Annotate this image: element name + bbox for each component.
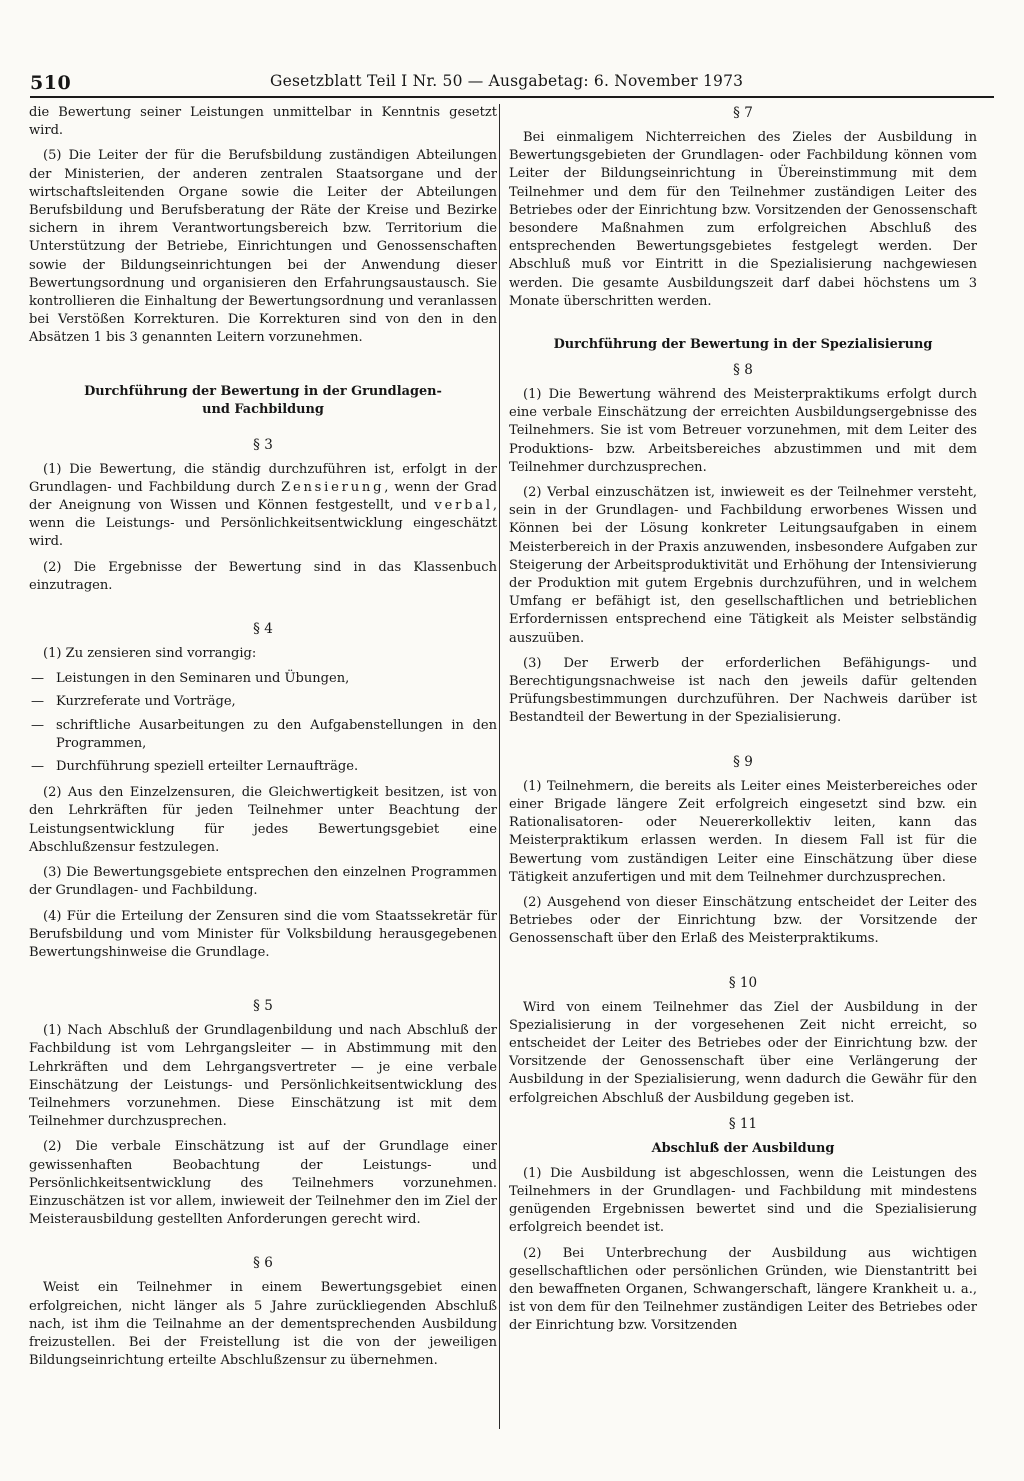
paragraph: (2) Ausgehend von dieser Einschätzung entscheidet der Leiter des Betriebes oder der Einrichtung bzw. der Vorsitzende der Genossenschaft über den Erlaß des Meisterpraktikums. xyxy=(509,894,977,947)
paragraph: (1) Zu zensieren sind vorrangig: xyxy=(43,646,257,662)
paragraph: (2) Die Ergebnisse der Bewertung sind in das Klassenbuch einzutragen. xyxy=(29,559,497,593)
paragraph: Wird von einem Teilnehmer das Ziel der Ausbildung in der Spezialisierung in der vorgesehenen Zeit nicht erreicht, so entscheidet der Leiter des Betriebes oder der Einrichtung bzw. der Vorsitzende der Genossenschaft über eine Verlängerung der Ausbildung in der Spezialisierung, wenn dadurch die Gewähr für den erfolgreichen Abschluß der Ausbildung gegeben ist. xyxy=(509,999,977,1106)
paragraph: Bei einmaligem Nichterreichen des Zieles der Ausbildung in Bewertungsgebieten der Grundlagen- oder Fachbildung können vom Leiter der Bildungseinrichtung in Übereinstimmung mit dem Teilnehmer und dem für den Teilnehmer zuständigen Leiter des Betriebes oder der Einrichtung bzw. Vorsitzenden der Genossenschaft besondere Maßnahmen zum erfolgreichen Abschluß des entsprechenden Bewertungsgebietes festgelegt werden. Der Abschluß muß vor Eintritt in die Spezialisierung nachgewiesen werden. Die gesamte Ausbildungszeit darf dabei höchstens um 3 Monate überschritten werden. xyxy=(509,130,977,309)
paragraph: Weist ein Teilnehmer in einem Bewertungsgebiet einen erfolgreichen, nicht länger als 5 Jahre zurückliegenden Abschluß nach, ist ihm die Teilnahme an der dementsprechenden Ausbildung freizustellen. Bei der Freistellung ist die von der jeweiligen Bildungseinrichtung erteilte Abschlußzensur zu übernehmen. xyxy=(29,1280,497,1369)
list-item-text: Leistungen in den Seminaren und Übungen, xyxy=(56,671,350,687)
list-item-text: Durchführung speziell erteilter Lernaufträge. xyxy=(56,759,359,775)
section-heading: Abschluß der Ausbildung xyxy=(651,1140,835,1156)
paragraph-number: § 3 xyxy=(253,436,273,453)
page-header xyxy=(30,62,994,98)
paragraph: (2) Bei Unterbrechung der Ausbildung aus wichtigen gesellschaftlichen oder persönlichen Gründen, wie Dienstantritt bei den bewaffneten Organen, Schwangerschaft, längere Krankheit u. a., ist von dem für den Teilnehmer zuständigen Leiter des Betriebes oder der Einrichtung bzw. Vorsitzenden xyxy=(509,1245,977,1334)
text-run: , wenn der Grad der Aneignung von Wissen und Können festgestellt, und xyxy=(29,479,497,514)
list-item xyxy=(29,670,497,688)
paragraph: (3) Die Bewertungsgebiete entsprechen den einzelnen Programmen der Grundlagen- und Fachbildung. xyxy=(29,865,497,899)
list-item-text: schriftliche Ausarbeitungen zu den Aufgabenstellungen in den Programmen, xyxy=(56,717,497,751)
section-heading: Durchführung der Bewertung in der Spezialisierung xyxy=(553,337,933,353)
dash-list xyxy=(29,670,497,776)
paragraph-number: § 10 xyxy=(728,974,758,991)
paragraph-number: § 7 xyxy=(733,105,753,121)
paragraph: (3) Der Erwerb der erforderlichen Befähigungs- und Berechtigungsnachweise ist nach den jeweils dafür geltenden Prüfungsbestimmungen durchzuführen. Der Nachweis darüber ist Bestandteil der Bewertung in der Spezialisierung. xyxy=(509,655,977,726)
dash-bullet: — xyxy=(31,717,45,733)
paragraph-number: § 5 xyxy=(253,998,273,1015)
text-run: (1) Die Bewertung, die ständig durchzuführen ist, erfolgt in der Grundlagen- und Fachbildung durch xyxy=(29,461,497,495)
gazette-title: Gesetzblatt Teil I Nr. 50 — Ausgabetag: 6. November 1973 xyxy=(270,72,744,90)
list-item-text: Kurzreferate und Vorträge, xyxy=(56,694,236,710)
paragraph-number: § 8 xyxy=(733,362,753,379)
left-column xyxy=(29,104,497,1377)
spaced-term: Zensierung xyxy=(281,479,385,495)
paragraph xyxy=(29,461,497,552)
paragraph: (2) Die verbale Einschätzung ist auf der Grundlage einer gewissenhaften Beobachtung der Leistungs- und Persönlichkeitsentwicklung des Teilnehmers vorzunehmen. Einzuschätzen ist vor allem, inwieweit der Teilnehmer den im Ziel der Meisterausbildung gestellten Anforderungen gerecht wird. xyxy=(29,1139,497,1228)
list-item xyxy=(29,758,497,776)
section-heading-line: und Fachbildung xyxy=(202,401,324,417)
right-column xyxy=(509,104,977,1343)
page-number: 510 xyxy=(30,72,72,94)
paragraph: die Bewertung seiner Leistungen unmittelbar in Kenntnis gesetzt wird. xyxy=(29,105,497,139)
paragraph: (1) Nach Abschluß der Grundlagenbildung und nach Abschluß der Fachbildung ist vom Lehrgangsleiter — in Abstimmung mit den Lehrkräften und dem Lehrgangsvertreter — je eine verbale Einschätzung der Leistungs- und Persönlichkeitsentwicklung des Teilnehmers vorzunehmen. Diese Einschätzung ist mit dem Teilnehmer durchzusprechen. xyxy=(29,1023,497,1130)
paragraph: (5) Die Leiter der für die Berufsbildung zuständigen Abteilungen der Ministerien, der anderen zentralen Staatsorgane und der wirtschaftsleitenden Organe sowie die Leiter der Abteilungen Berufsbildung und Berufsberatung der Räte der Kreise und Bezirke sichern in ihrem Verantwortungsbereich bzw. Territorium die Unterstützung der Betriebe, Einrichtungen und Genossenschaften sowie der Bildungseinrichtungen bei der Anwendung dieser Bewertungsordnung und organisieren den Erfahrungsaustausch. Sie kontrollieren die Einhaltung der Bewertungsordnung und veranlassen bei Verstößen Korrekturen. Die Korrekturen sind von den in den Absätzen 1 bis 3 genannten Leitern vorzunehmen. xyxy=(29,148,497,346)
paragraph: (4) Für die Erteilung der Zensuren sind die vom Staatssekretär für Berufsbildung und vom Minister für Volksbildung herausgegebenen Bewertungshinweise die Grundlage. xyxy=(29,908,497,960)
list-item xyxy=(29,693,497,711)
section-heading xyxy=(29,383,497,419)
dash-bullet: — xyxy=(31,671,45,687)
column-divider xyxy=(499,104,500,1429)
dash-bullet: — xyxy=(31,694,45,710)
paragraph: (1) Die Bewertung während des Meisterpraktikums erfolgt durch eine verbale Einschätzung der erreichten Ausbildungsergebnisse des Teilnehmers. Sie ist vom Betreuer vorzunehmen, mit dem Leiter des Produktions- bzw. Arbeitsbereiches abzustimmen und mit dem Teilnehmer durchzusprechen. xyxy=(509,387,977,475)
paragraph-number: § 9 xyxy=(733,753,753,770)
list-item xyxy=(29,717,497,753)
paragraph: (2) Verbal einzuschätzen ist, inwieweit es der Teilnehmer versteht, sein in der Grundlagen- und Fachbildung erworbenes Wissen und Können bei der Lösung konkreter Leitungsaufgaben in einem Meisterbereich in der Praxis anzuwenden, insbesondere Aufgaben zur Steigerung der Arbeitsproduktivität und Erhöhung der Intensivierung der Produktion mit gutem Ergebnis durchzuführen, und in welchem Umfang er befähigt ist, den gesellschaftlichen und betrieblichen Erfordernissen entsprechend eine Tätigkeit als Meister selbständig auszuüben. xyxy=(509,485,977,646)
paragraph-number: § 11 xyxy=(728,1115,758,1132)
paragraph-number: § 4 xyxy=(253,621,273,638)
spaced-term: verbal xyxy=(434,498,493,514)
section-heading-line: Durchführung der Bewertung in der Grundlagen- xyxy=(84,383,442,399)
paragraph: (1) Die Ausbildung ist abgeschlossen, wenn die Leistungen des Teilnehmers in der Grundlagen- und Fachbildung mit mindestens genügenden Ergebnissen bewertet sind und die Spezialisierung erfolgreich beendet ist. xyxy=(509,1165,977,1236)
paragraph: (2) Aus den Einzelzensuren, die Gleichwertigkeit besitzen, ist von den Lehrkräften für jeden Teilnehmer unter Beachtung der Leistungsentwicklung für jedes Bewertungsgebiet eine Abschlußzensur festzulegen. xyxy=(29,785,497,855)
paragraph-number: § 6 xyxy=(253,1255,273,1272)
text-run: , wenn die Leistungs- und Persönlichkeitsentwicklung eingeschätzt wird. xyxy=(29,498,498,550)
paragraph: (1) Teilnehmern, die bereits als Leiter eines Meisterbereiches oder einer Brigade längere Zeit erfolgreich eingesetzt sind bzw. ein Rationalisatoren- oder Neuererkollektiv leiten, kann das Meisterpraktikum erlassen werden. In diesem Fall ist für die Bewertung vom zuständigen Leiter eine Einschätzung über diese Tätigkeit anzufertigen und mit dem Teilnehmer durchzusprechen. xyxy=(509,778,977,885)
dash-bullet: — xyxy=(31,759,45,775)
